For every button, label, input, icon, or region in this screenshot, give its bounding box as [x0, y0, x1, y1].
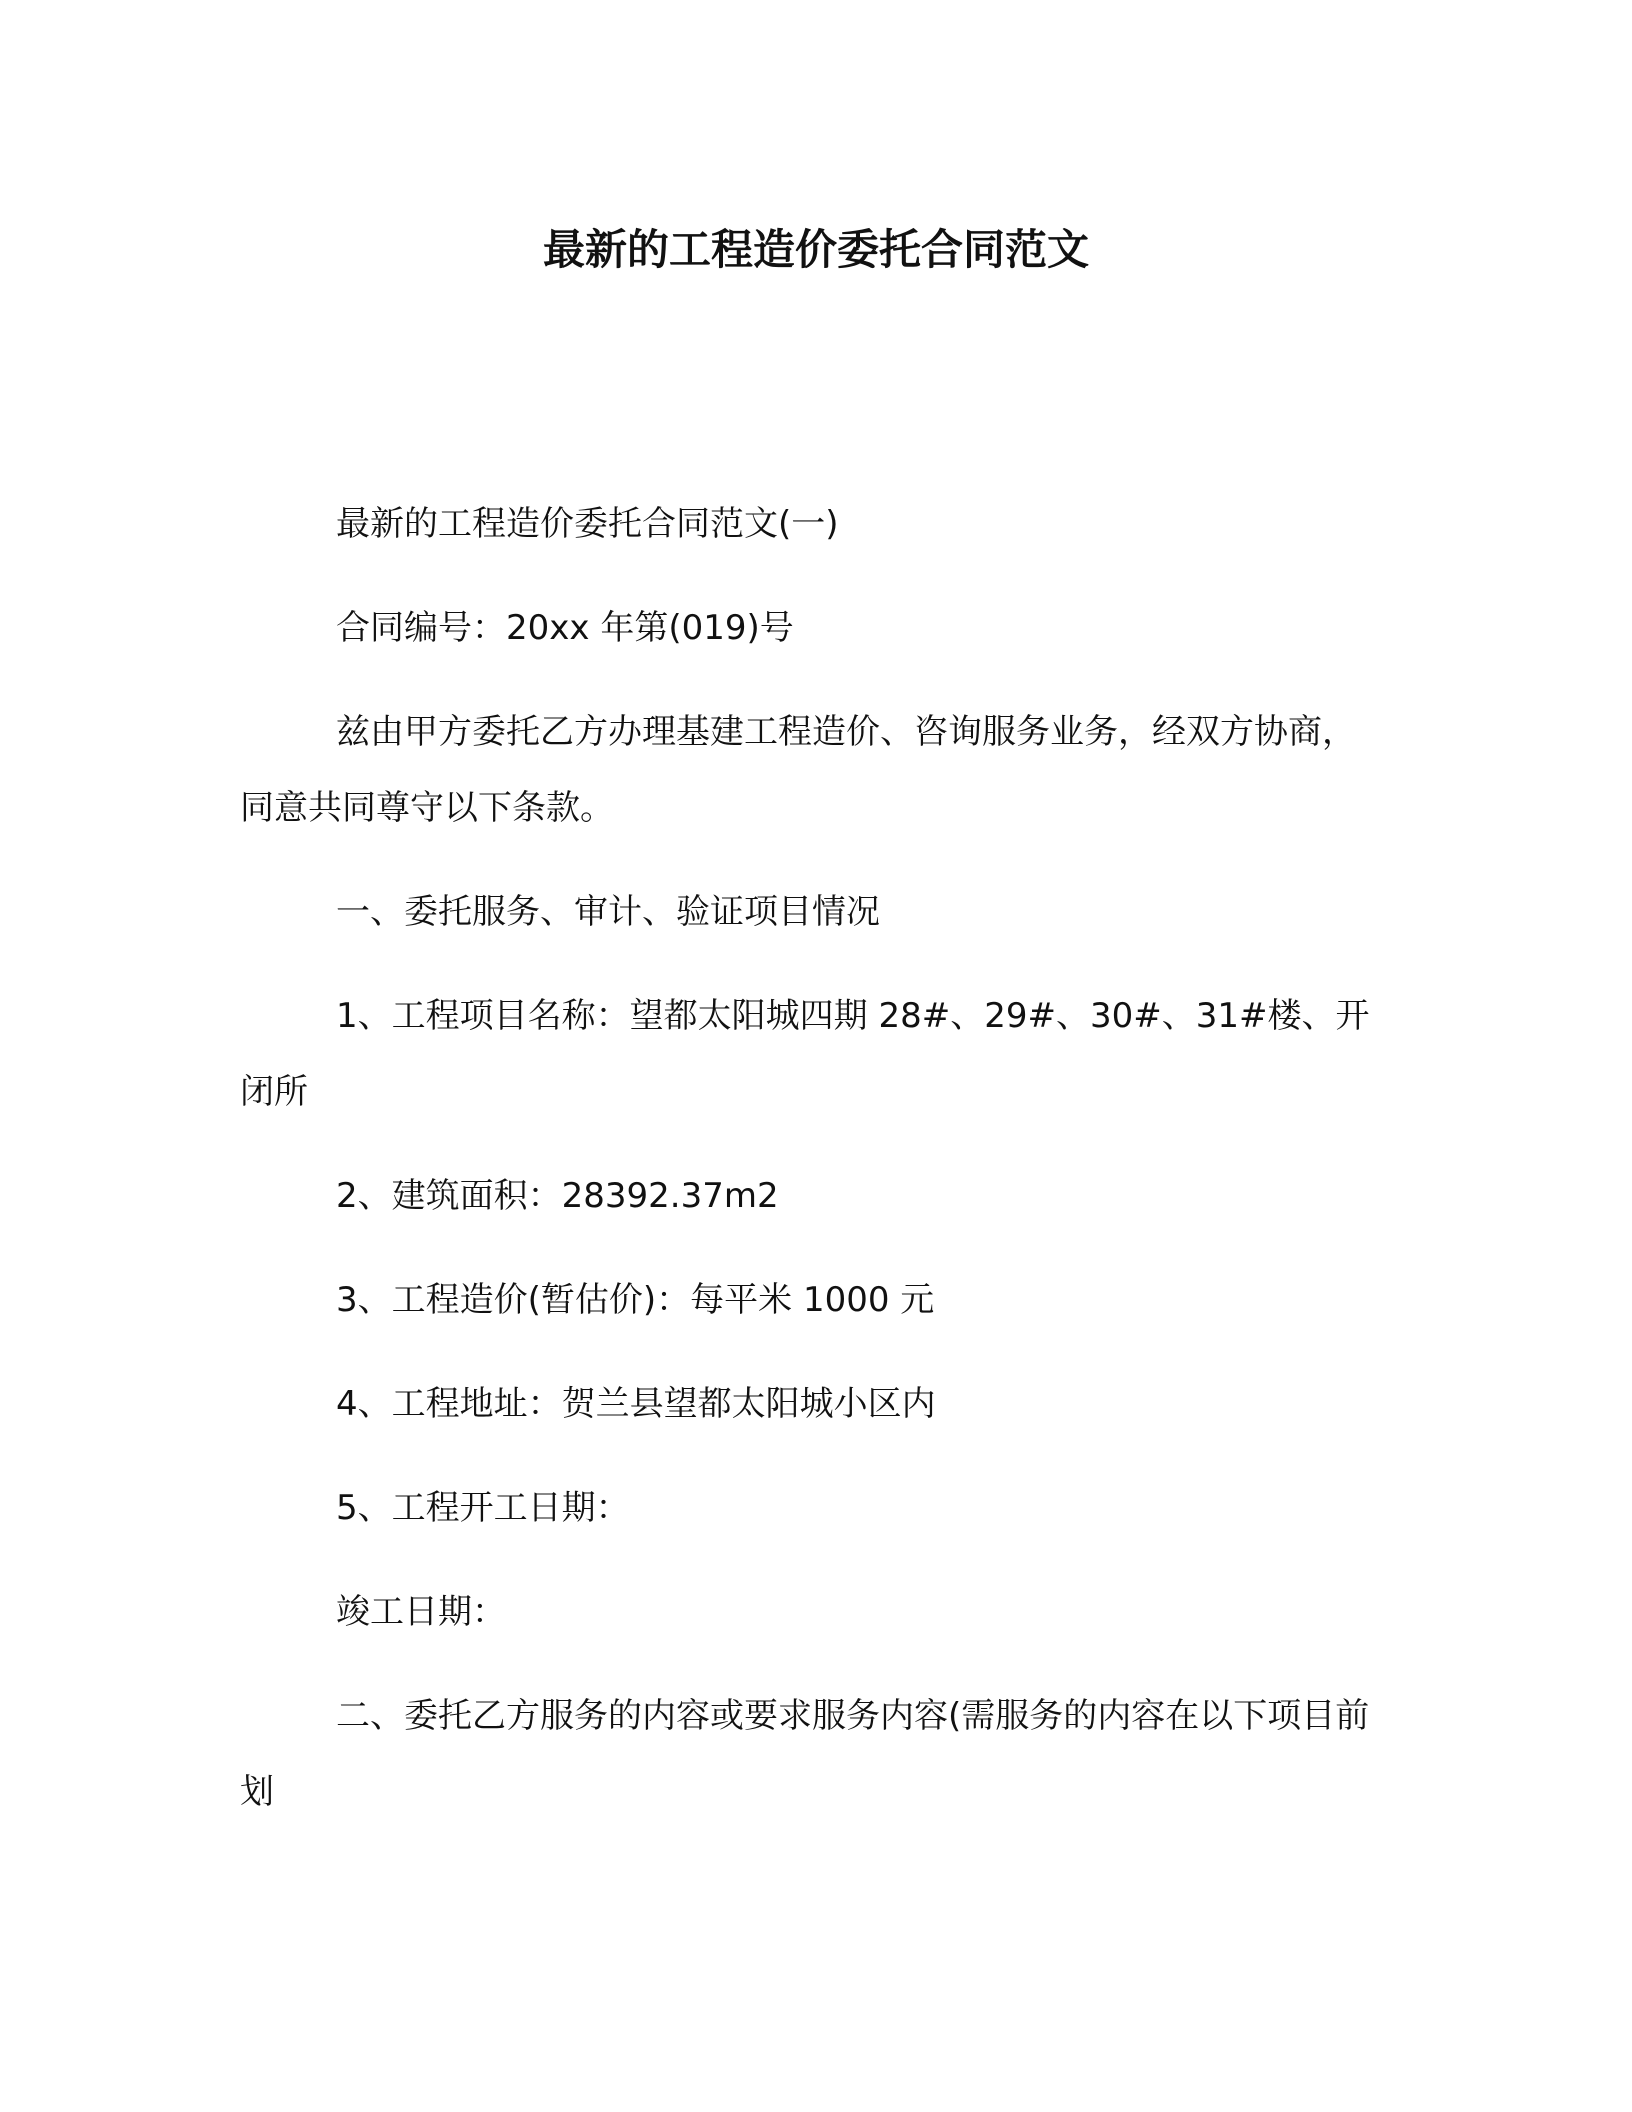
paragraph-building-area: 2、建筑面积：28392.37m2: [336, 1176, 779, 1216]
paragraph-intro: 兹由甲方委托乙方办理基建工程造价、咨询服务业务，经双方协商，同意共同尊守以下条款。: [240, 712, 1356, 828]
paragraph-subtitle: 最新的工程造价委托合同范文(一): [336, 504, 839, 544]
paragraph-section-1-heading: 一、委托服务、审计、验证项目情况: [336, 892, 880, 932]
paragraph-project-cost: 3、工程造价(暂估价)：每平米 1000 元: [336, 1280, 935, 1320]
paragraph-section-2-heading: 二、委托乙方服务的内容或要求服务内容(需服务的内容在以下项目前划: [240, 1696, 1370, 1812]
paragraph-contract-number: 合同编号：20xx 年第(019)号: [336, 608, 794, 648]
document-body: [240, 486, 1380, 1830]
paragraph-start-date: 5、工程开工日期：: [336, 1488, 630, 1528]
paragraph-project-address: 4、工程地址：贺兰县望都太阳城小区内: [336, 1384, 936, 1424]
paragraph-completion-date: 竣工日期：: [336, 1592, 506, 1632]
document-title: 最新的工程造价委托合同范文: [542, 225, 1089, 274]
paragraph-project-name: 1、工程项目名称：望都太阳城四期 28#、29#、30#、31#楼、开闭所: [240, 996, 1370, 1112]
